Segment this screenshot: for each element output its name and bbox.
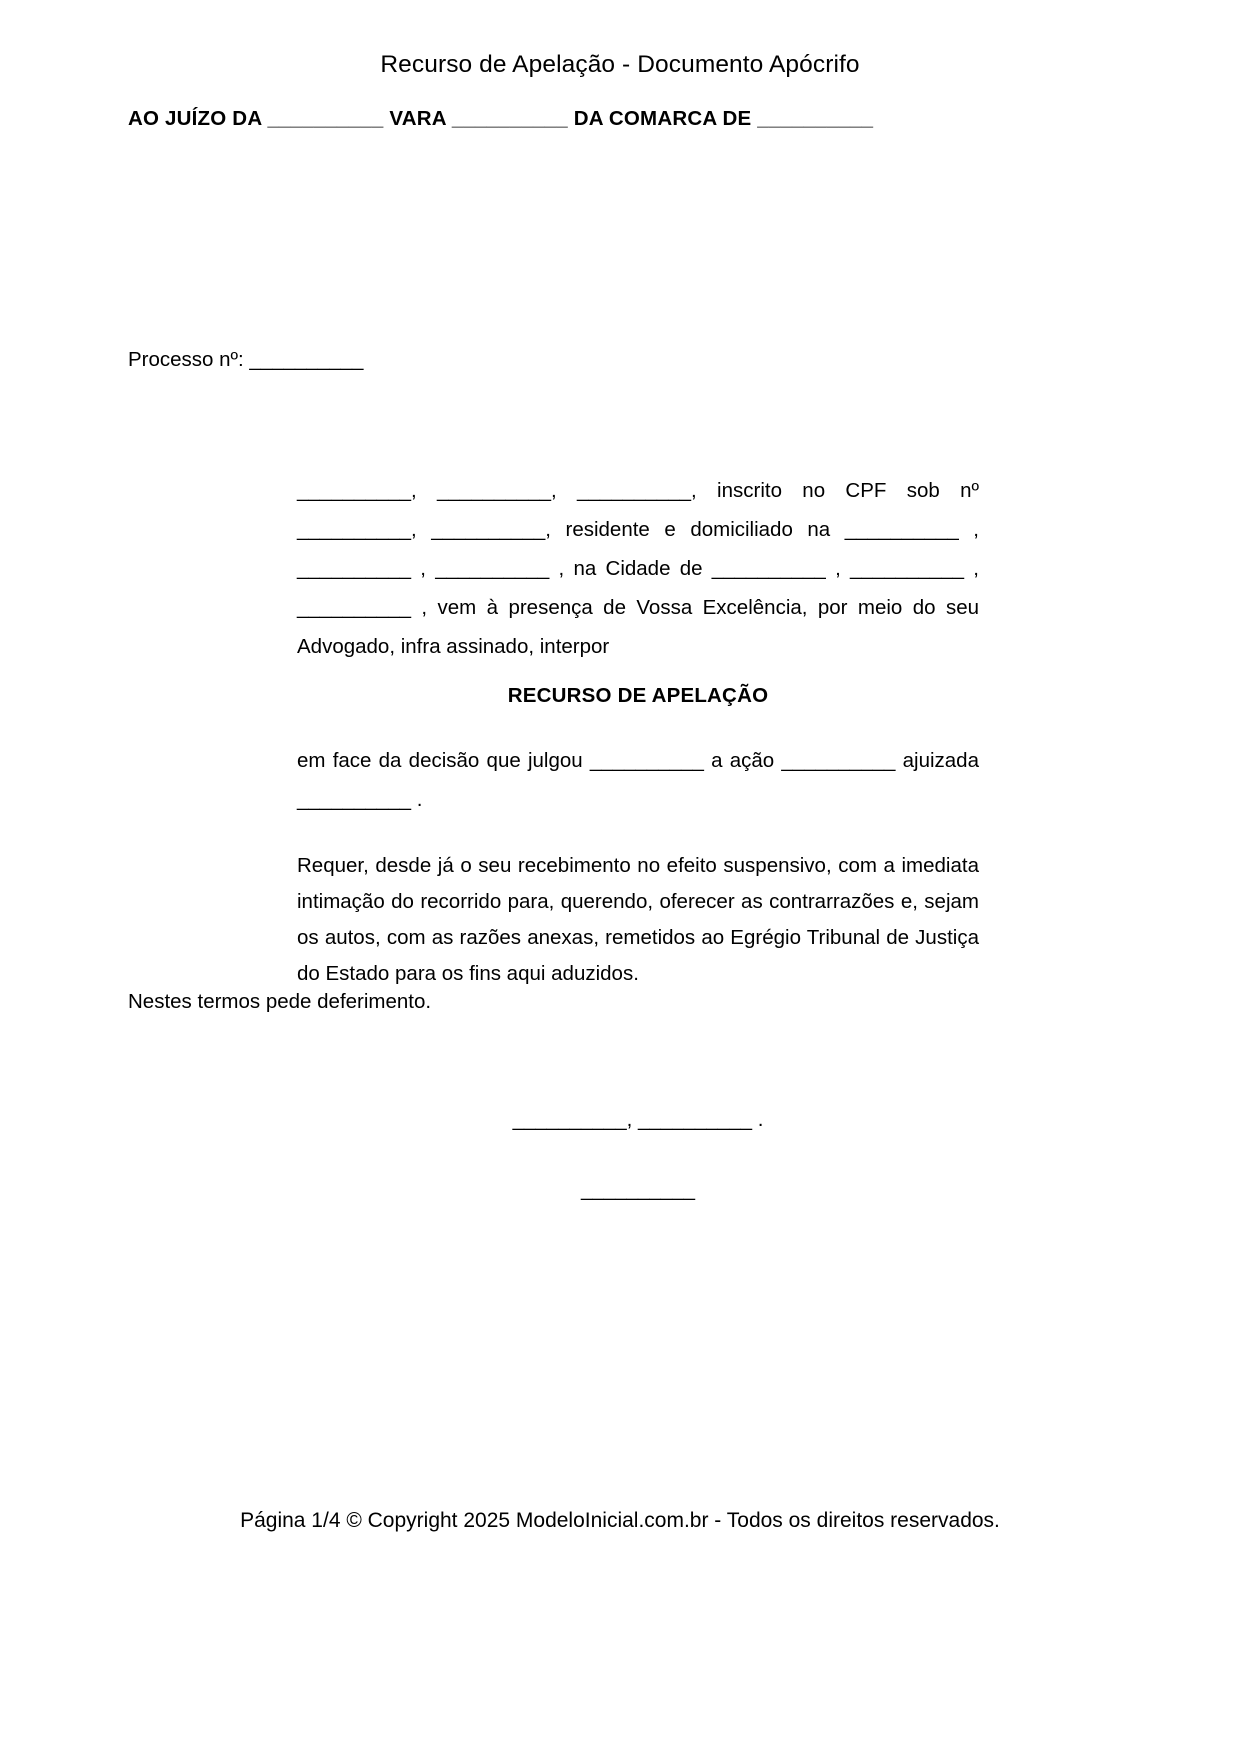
party-qualification-paragraph: __________, __________, __________, inscrito no CPF sob nº __________, __________, residente e domiciliado na __________ , __________ , __________ , na Cidade de __________ , __________ , __________ , vem à presença de Vossa Excelência, por meio do seu Advogado, infra assinado, interpor — [297, 479, 979, 658]
signature-line: __________ — [580, 1178, 695, 1201]
processo-number-line: Processo nº: __________ — [128, 348, 364, 371]
nestes-termos-line: Nestes termos pede deferimento. — [128, 990, 432, 1013]
page-title: Recurso de Apelação - Documento Apócrifo — [380, 51, 860, 78]
recurso-de-apelacao-heading: RECURSO DE APELAÇÃO — [507, 684, 769, 707]
addressee-heading: AO JUÍZO DA __________ VARA __________ DA COMARCA DE __________ — [128, 107, 874, 130]
city-date-line: __________, __________ . — [512, 1108, 764, 1131]
em-face-paragraph: em face da decisão que julgou __________ a ação __________ ajuizada __________ . — [297, 749, 979, 811]
requer-paragraph: Requer, desde já o seu recebimento no efeito suspensivo, com a imediata intimação do recorrido para, querendo, oferecer as contrarrazões e, sejam os autos, com as razões anexas, remetidos ao Egrégio Tribunal de Justiça do Estado para os fins aqui aduzidos. — [297, 854, 979, 985]
page-footer: Página 1/4 © Copyright 2025 ModeloInicial.com.br - Todos os direitos reservados. — [240, 1509, 1000, 1532]
